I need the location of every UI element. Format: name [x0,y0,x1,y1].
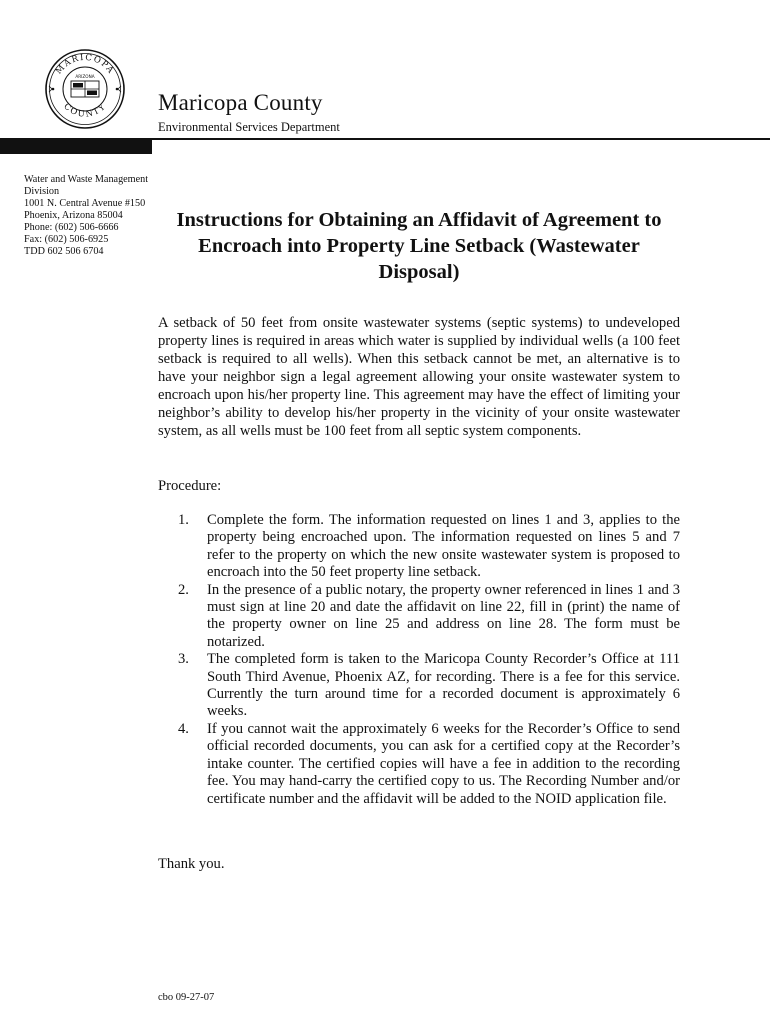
header-divider-bar [0,140,152,154]
closing-text: Thank you. [158,856,225,872]
city-state-zip: Phoenix, Arizona 85004 [24,210,123,221]
step-text: The completed form is taken to the Maricopa County Recorder’s Office at 111 South Third Avenue, Phoenix AZ, for recording. There is a fee for this service. Currently the turn around time for a recorded document is approximately 6 weeks. [207,651,680,720]
procedure-step [178,512,680,582]
department-name: Environmental Services Department [158,120,340,134]
svg-text:ARIZONA: ARIZONA [75,74,95,79]
step-number: 3. [178,651,189,668]
step-text: Complete the form. The information requested on lines 1 and 3, applies to the property being encroached upon. The information requested on lines 5 and 7 refer to the property on which the new onsite wastewater system is proposed to encroach into the 50 feet property line setback. [207,512,680,581]
document-title: Instructions for Obtaining an Affidavit of Agreement to Encroach into Property Line Setback (Wastewater Disposal) [176,209,662,283]
footer-revision-code: cbo 09-27-07 [158,992,215,1003]
step-number: 4. [178,720,189,737]
fax-number: Fax: (602) 506-6925 [24,234,109,245]
division-contact-block [24,174,154,258]
procedure-heading: Procedure: [158,478,222,494]
procedure-steps-list [178,512,680,808]
tdd-number: TDD 602 506 6704 [24,246,104,257]
procedure-step [178,651,680,721]
phone-number: Phone: (602) 506-6666 [24,222,119,233]
procedure-step [178,582,680,652]
step-text: In the presence of a public notary, the property owner referenced in lines 1 and 3 must sign at line 20 and date the affidavit on line 22, fill in (print) the name of the property owner on line 25 and address on line 28. The form must be notarized. [207,581,680,650]
procedure-step [178,721,680,808]
organization-name: Maricopa County [158,90,323,115]
intro-paragraph: A setback of 50 feet from onsite wastewater systems (septic systems) to undeveloped property lines is required in areas which water is supplied by individual wells (a 100 feet setback is required to all wells). When this setback cannot be met, an alternative is to have your neighbor sign a legal agreement allowing your onsite wastewater system to encroach upon his/her property line. This agreement may have the effect of limiting your neighbor’s ability to develop his/her property in the vicinity of your onsite wastewater system, as all wells must be 100 feet from all septic system components. [158,315,680,439]
step-number: 2. [178,581,189,598]
step-number: 1. [178,512,189,528]
step-text: If you cannot wait the approximately 6 weeks for the Recorder’s Office to send official recorded documents, you can ask for a certified copy at the Recorder’s intake counter. The certified copies will have a fee in addition to the recording fee. You may hand-carry the certified copy to us. The Recording Number and/or certificate number and the affidavit will be added to the NOID application file. [207,720,680,807]
street-address: 1001 N. Central Avenue #150 [24,198,146,209]
county-seal-logo [44,48,126,130]
svg-text:COUNTY: COUNTY [61,101,109,120]
svg-text:MARICOPA: MARICOPA [53,52,117,77]
division-name-line-2: Division [24,186,60,197]
division-name-line-1: Water and Waste Management [24,174,149,185]
